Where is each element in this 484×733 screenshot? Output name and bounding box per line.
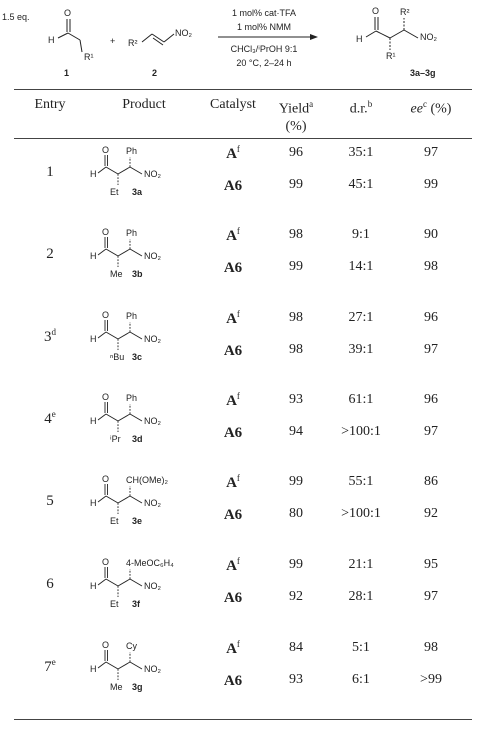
header-yield — [272, 96, 320, 135]
table-row — [0, 637, 484, 723]
dr-cell: 55:1 — [348, 474, 374, 489]
catalyst-name: A — [226, 393, 237, 409]
equiv-label: 1.5 eq. — [2, 12, 30, 22]
alpha-substituent-label: ⁱPr — [110, 434, 121, 444]
entry-number — [32, 409, 68, 428]
table-top-rule — [14, 89, 472, 90]
entry-number — [32, 244, 68, 263]
ee-cell: 96 — [424, 310, 438, 325]
header-entry: Entry — [34, 97, 66, 112]
catalyst-cell — [206, 588, 260, 607]
yield-cell: 94 — [289, 424, 303, 439]
table-row — [0, 554, 484, 640]
catalyst-name: A6 — [223, 425, 243, 441]
dr-cell: 39:1 — [348, 342, 374, 357]
product-structure-drawing — [88, 226, 200, 286]
compound-label: 3f — [132, 599, 141, 609]
catalyst-cell — [206, 176, 260, 195]
aldehyde-oxygen: O — [102, 392, 110, 402]
dr-cell: 14:1 — [348, 259, 374, 274]
product-structure — [88, 309, 200, 369]
yield-cell: 84 — [289, 640, 303, 655]
product-r1: R¹ — [386, 51, 396, 61]
product-structure — [88, 226, 200, 286]
yield-cell: 96 — [289, 145, 303, 160]
ee-cell: 99 — [424, 177, 438, 192]
product-o: O — [372, 6, 380, 16]
table-bottom-rule — [14, 719, 472, 720]
product-label: 3a–3g — [410, 68, 436, 78]
compound-label: 3e — [132, 516, 143, 526]
aldehyde-oxygen: O — [102, 557, 110, 567]
entry-number — [32, 574, 68, 593]
yield-cell: 80 — [289, 506, 303, 521]
product-r2: R² — [400, 7, 410, 17]
catalyst-cell — [206, 258, 260, 277]
dr-cell: 28:1 — [348, 589, 374, 604]
header-product: Product — [122, 97, 166, 112]
dr-cell: 6:1 — [352, 672, 370, 687]
table-row — [0, 307, 484, 393]
substituent-label: CH(OMe)₂ — [126, 475, 168, 485]
catalyst-name: A6 — [223, 590, 243, 606]
condition-solvent: CHCl₃/ⁱPrOH 9:1 — [230, 44, 298, 54]
ee-cell: 97 — [424, 145, 438, 160]
entry-number-text: 2 — [46, 246, 54, 262]
ee-cell: 97 — [424, 589, 438, 604]
condition-temp-time: 20 °C, 2–24 h — [236, 58, 292, 68]
nitro-group: NO₂ — [144, 664, 161, 674]
aldehyde-hydrogen: H — [90, 169, 97, 179]
header-catalyst: Catalyst — [210, 97, 256, 112]
catalyst-cell — [206, 505, 260, 524]
aldehyde-oxygen: O — [102, 227, 110, 237]
catalyst-cell — [206, 391, 260, 410]
entry-number-text: 1 — [46, 164, 54, 180]
entry-number-text: 6 — [46, 576, 54, 592]
nitro-group: NO₂ — [144, 251, 161, 261]
alpha-substituent-label: Et — [110, 599, 119, 609]
aldehyde-h: H — [48, 35, 55, 45]
footnote-b: b — [367, 99, 373, 109]
substituent-label: Ph — [126, 393, 138, 403]
catalyst-cell — [206, 144, 260, 163]
dr-cell: 9:1 — [352, 227, 370, 242]
header-yield-text: Yield — [278, 101, 310, 117]
catalyst-name: A — [226, 475, 237, 491]
r2-label: R² — [128, 38, 138, 48]
entry-number-text: 5 — [46, 493, 54, 509]
header-dr — [336, 96, 386, 118]
header-ee-unit: (%) — [430, 101, 452, 117]
catalyst-name: A6 — [223, 673, 243, 689]
table-row — [0, 389, 484, 475]
aldehyde-hydrogen: H — [90, 581, 97, 591]
product-structure-drawing — [88, 391, 200, 451]
nitro-group: NO₂ — [144, 334, 161, 344]
r1-label: R¹ — [84, 52, 94, 62]
catalyst-cell — [206, 556, 260, 575]
catalyst-cell — [206, 423, 260, 442]
compound-label: 3d — [132, 434, 143, 444]
entry-number — [32, 327, 68, 346]
ee-cell: 95 — [424, 557, 438, 572]
condition-base: 1 mol% NMM — [236, 22, 292, 32]
alpha-substituent-label: Me — [110, 269, 123, 279]
product-structure-drawing — [88, 309, 200, 369]
yield-cell: 93 — [289, 672, 303, 687]
product-structure — [88, 144, 200, 204]
substituent-label: Ph — [126, 311, 138, 321]
dr-cell: >100:1 — [341, 424, 381, 439]
aldehyde-hydrogen: H — [90, 416, 97, 426]
entry-footnote: e — [51, 409, 56, 419]
table-row — [0, 224, 484, 310]
aldehyde-oxygen: O — [102, 310, 110, 320]
header-ee-text: ee — [410, 101, 423, 117]
catalyst-name: A — [226, 311, 237, 327]
yield-cell: 99 — [289, 259, 303, 274]
alpha-substituent-label: Et — [110, 187, 119, 197]
yield-cell: 98 — [289, 227, 303, 242]
plus-sign: + — [110, 36, 116, 46]
entry-footnote: e — [51, 657, 56, 667]
reaction-scheme — [0, 0, 484, 88]
entry-number-text: 7 — [44, 659, 52, 675]
aldehyde-hydrogen: H — [90, 334, 97, 344]
yield-cell: 99 — [289, 474, 303, 489]
nitro-group: NO₂ — [144, 169, 161, 179]
dr-cell: 27:1 — [348, 310, 374, 325]
yield-cell: 99 — [289, 557, 303, 572]
substituent-label: Ph — [126, 146, 138, 156]
catalyst-footnote: f — [236, 391, 240, 401]
yield-cell: 98 — [289, 342, 303, 357]
catalyst-footnote: f — [236, 556, 240, 566]
header-yield-unit: (%) — [285, 118, 307, 134]
nitro-group: NO₂ — [144, 581, 161, 591]
ee-cell: 98 — [424, 640, 438, 655]
product-structure — [88, 391, 200, 451]
catalyst-name: A — [226, 558, 237, 574]
product-h: H — [356, 34, 363, 44]
product-structure-drawing — [88, 473, 200, 533]
dr-cell: >100:1 — [341, 506, 381, 521]
dr-cell: 21:1 — [348, 557, 374, 572]
product-structure — [88, 556, 200, 616]
table-row — [0, 142, 484, 228]
ee-cell: 86 — [424, 474, 438, 489]
product-structure — [88, 639, 200, 699]
nitro-group: NO₂ — [144, 416, 161, 426]
aldehyde-o: O — [64, 8, 72, 18]
dr-cell: 61:1 — [348, 392, 374, 407]
aldehyde-hydrogen: H — [90, 498, 97, 508]
footnote-a: a — [309, 99, 314, 109]
product-structure — [88, 473, 200, 533]
product-structure-drawing — [88, 639, 200, 699]
header-dr-text: d.r. — [349, 101, 368, 117]
catalyst-cell — [206, 671, 260, 690]
catalyst-footnote: f — [236, 144, 240, 154]
catalyst-name: A — [226, 641, 237, 657]
catalyst-cell — [206, 639, 260, 658]
entry-footnote: d — [51, 327, 56, 337]
alpha-substituent-label: Me — [110, 682, 123, 692]
catalyst-name: A6 — [223, 260, 243, 276]
catalyst-name: A6 — [223, 507, 243, 523]
catalyst-footnote: f — [236, 639, 240, 649]
catalyst-cell — [206, 341, 260, 360]
nitro-group: NO₂ — [144, 498, 161, 508]
table-row — [0, 471, 484, 557]
yield-cell: 98 — [289, 310, 303, 325]
catalyst-name: A — [226, 146, 237, 162]
substituent-label: 4-MeOC₆H₄ — [126, 558, 174, 568]
entry-number — [32, 162, 68, 181]
catalyst-footnote: f — [236, 309, 240, 319]
table-header — [0, 92, 484, 138]
yield-cell: 92 — [289, 589, 303, 604]
footnote-c: c — [422, 99, 427, 109]
product-structure-drawing — [88, 144, 200, 204]
aldehyde-hydrogen: H — [90, 664, 97, 674]
entry-number-text: 4 — [44, 411, 52, 427]
alpha-substituent-label: ⁿBu — [110, 352, 125, 362]
ee-cell: 97 — [424, 342, 438, 357]
aldehyde-hydrogen: H — [90, 251, 97, 261]
compound-label: 3g — [132, 682, 143, 692]
catalyst-name: A6 — [223, 343, 243, 359]
aldehyde-oxygen: O — [102, 145, 110, 155]
ee-cell: 98 — [424, 259, 438, 274]
compound-1-label: 1 — [64, 68, 70, 78]
yield-cell: 93 — [289, 392, 303, 407]
dr-cell: 45:1 — [348, 177, 374, 192]
header-ee — [394, 96, 468, 118]
catalyst-footnote: f — [236, 226, 240, 236]
product-structure-drawing — [88, 556, 200, 616]
no2-label: NO₂ — [175, 28, 192, 38]
catalyst-cell — [206, 309, 260, 328]
aldehyde-oxygen: O — [102, 640, 110, 650]
catalyst-cell — [206, 473, 260, 492]
compound-label: 3c — [132, 352, 143, 362]
dr-cell: 5:1 — [352, 640, 370, 655]
ee-cell: 92 — [424, 506, 438, 521]
yield-cell: 99 — [289, 177, 303, 192]
ee-cell: 96 — [424, 392, 438, 407]
entry-number-text: 3 — [44, 329, 52, 345]
header-rule — [14, 138, 472, 139]
entry-number — [32, 657, 68, 676]
condition-catalyst: 1 mol% cat·TFA — [231, 8, 297, 18]
compound-label: 3b — [132, 269, 143, 279]
substituent-label: Cy — [126, 641, 137, 651]
alpha-substituent-label: Et — [110, 516, 119, 526]
catalyst-name: A — [226, 228, 237, 244]
catalyst-name: A6 — [223, 178, 243, 194]
ee-cell: 97 — [424, 424, 438, 439]
aldehyde-oxygen: O — [102, 474, 110, 484]
compound-2-label: 2 — [152, 68, 158, 78]
catalyst-footnote: f — [236, 473, 240, 483]
substituent-label: Ph — [126, 228, 138, 238]
catalyst-cell — [206, 226, 260, 245]
entry-number — [32, 491, 68, 510]
dr-cell: 35:1 — [348, 145, 374, 160]
ee-cell: 90 — [424, 227, 438, 242]
product-no2: NO₂ — [420, 32, 437, 42]
compound-label: 3a — [132, 187, 143, 197]
ee-cell: >99 — [420, 672, 442, 687]
